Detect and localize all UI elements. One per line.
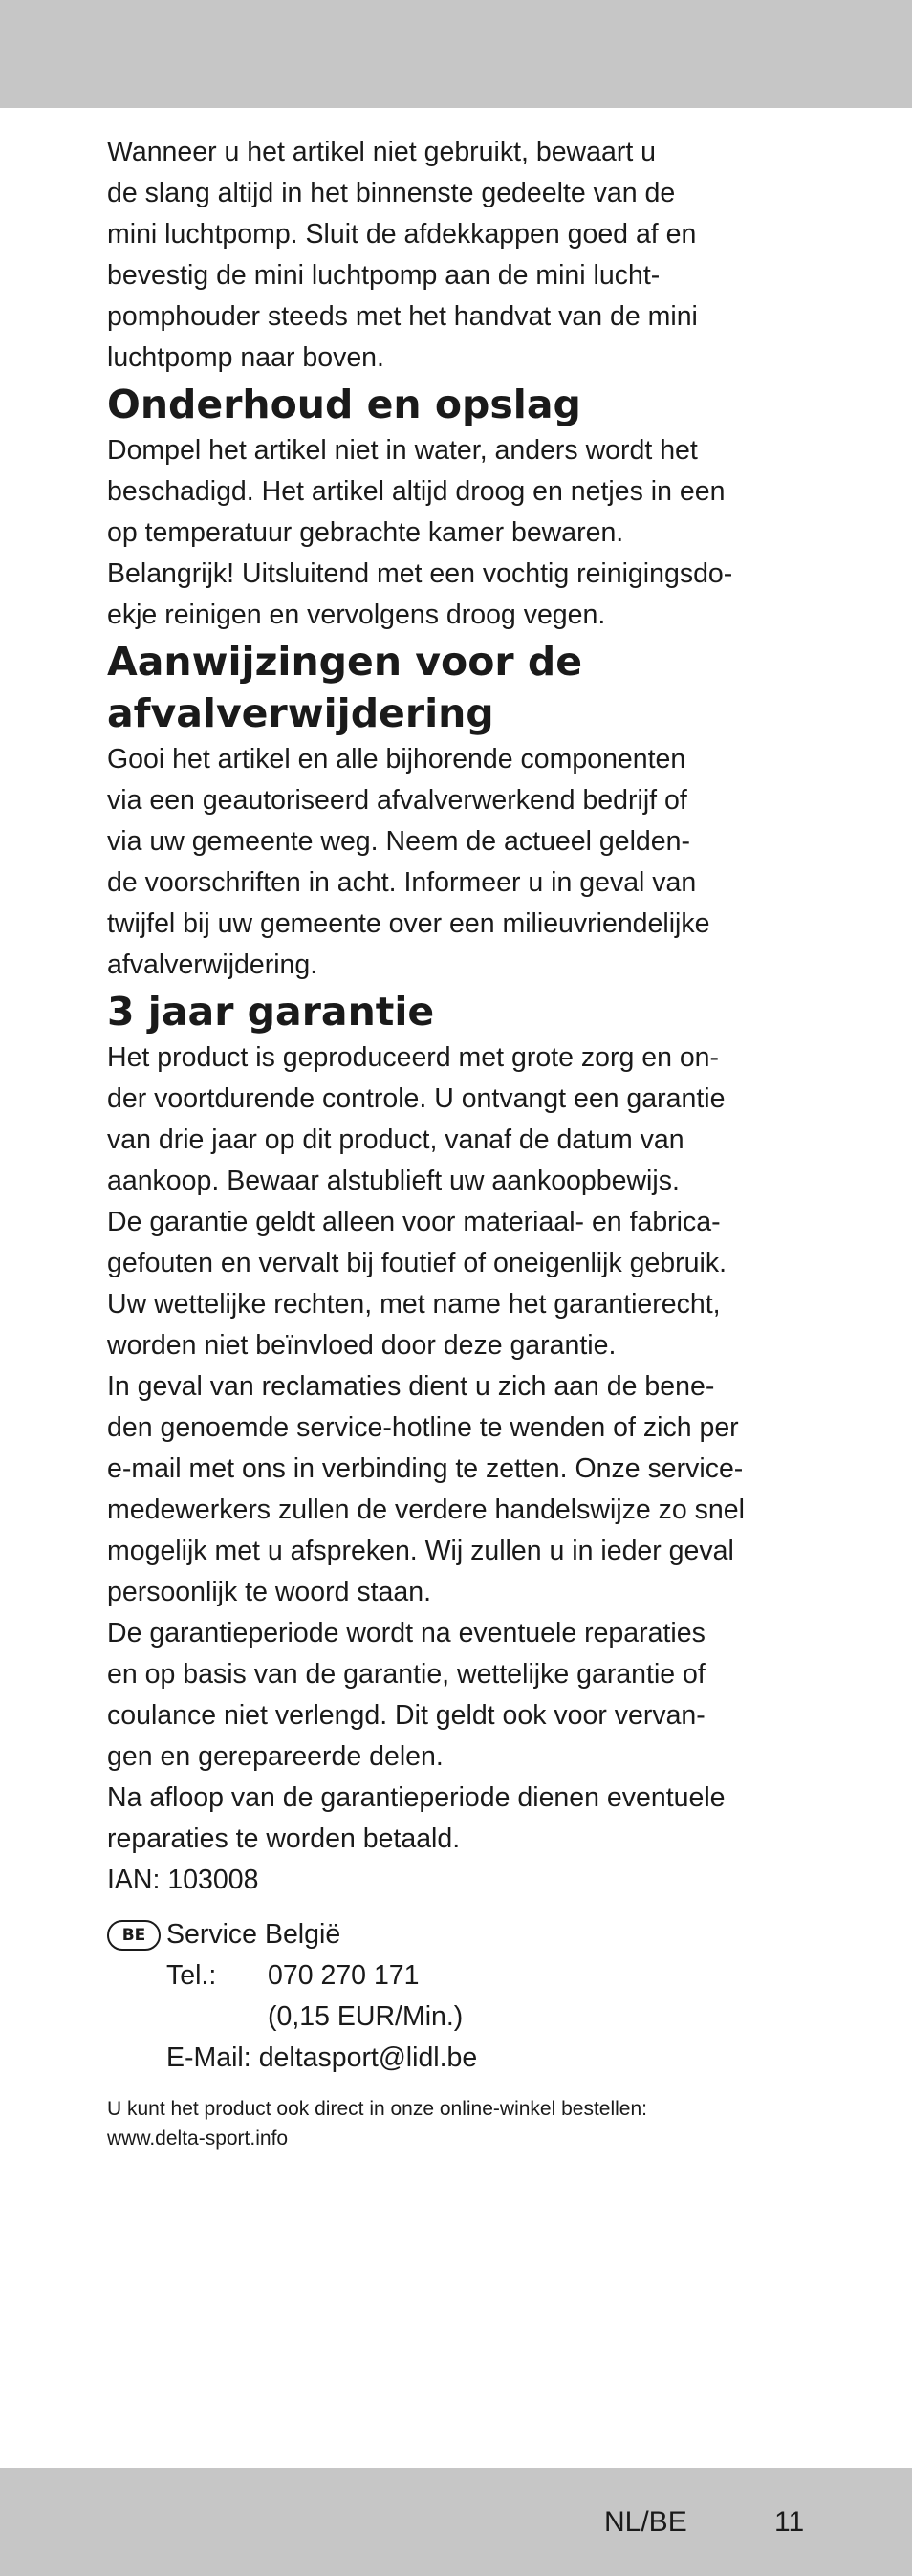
page-content — [107, 132, 814, 2173]
tel-row — [107, 1955, 814, 1997]
online-shop-note: U kunt het product ook direct in onze online-winkel bestellen: www.delta-sport.info — [107, 2098, 647, 2150]
email-address: deltasport@lidl.be — [258, 2042, 478, 2073]
disposal-paragraph: Gooi het artikel en alle bijhorende componenten via een geautoriseerd afvalverwerkend bedrijf of via uw gemeente weg. Neem de actueel gelden- de voorschriften in acht. Informeer u in geval van twijfel bij uw gemeente over een milieuvriendelijke afvalverwijdering. — [107, 744, 710, 980]
ian-number: IAN: 103008 — [107, 1865, 259, 1895]
country-badge-icon: BE — [107, 1920, 161, 1951]
intro-paragraph: Wanneer u het artikel niet gebruikt, bewaart u de slang altijd in het binnenste gedeelte van de mini luchtpomp. Sluit de afdekkappen goed af en bevestig de mini luchtpomp aan de mini lucht- pomphouder steeds met het handvat van de mini luchtpomp naar boven. — [107, 137, 698, 373]
warranty-paragraph: Het product is geproduceerd met grote zorg en on- der voortdurende controle. U ontvangt een garantie van drie jaar op dit product, vanaf de datum van aankoop. Bewaar alstublieft uw aankoopbewijs. De garantie geldt alleen voor materiaal- en fabrica- gefouten en vervalt bij foutief of oneigenlijk gebruik. Uw wettelijke rechten, met name het garantierecht, worden niet beïnvloed door deze garantie. In geval van reclamaties dient u zich aan de bene- den genoemde service-hotline te wenden of zich per e-mail met ons in verbinding te zetten. Onze service- medewerkers zullen de verdere handelswijze zo snel mogelijk met u afspreken. Wij zullen u in ieder geval persoonlijk te woord staan. De garantieperiode wordt na eventuele reparaties en op basis van de garantie, wettelijke garantie of coulance niet verlengd. Dit geldt ook voor vervan- gen en gerepareerde delen. Na afloop van de garantieperiode dienen eventuele reparaties te worden betaald. — [107, 1042, 745, 1854]
tel-number: 070 270 171 — [268, 1960, 420, 1991]
header-band — [0, 0, 912, 108]
page-number: 11 — [774, 2506, 805, 2538]
tel-label: Tel.: — [166, 1960, 217, 1991]
email-row — [107, 2038, 814, 2079]
service-contact — [107, 1914, 814, 2079]
tel-rate: (0,15 EUR/Min.) — [268, 2001, 464, 2032]
service-heading — [107, 1914, 814, 1955]
section-title-warranty: 3 jaar garantie — [107, 989, 435, 1035]
maintenance-paragraph: Dompel het artikel niet in water, anders wordt het beschadigd. Het artikel altijd droog en netjes in een op temperatuur gebrachte kamer bewaren. Belangrijk! Uitsluitend met een vochtig reinigingsdo- ekje reinigen en vervolgens droog vegen. — [107, 435, 733, 630]
footer-language: NL/BE — [604, 2506, 687, 2538]
service-name: Service België — [166, 1919, 341, 1950]
section-title-disposal: Aanwijzingen voor de afvalverwijdering — [107, 639, 583, 736]
section-title-maintenance: Onderhoud en opslag — [107, 382, 581, 427]
email-label: E-Mail: — [166, 2042, 251, 2073]
